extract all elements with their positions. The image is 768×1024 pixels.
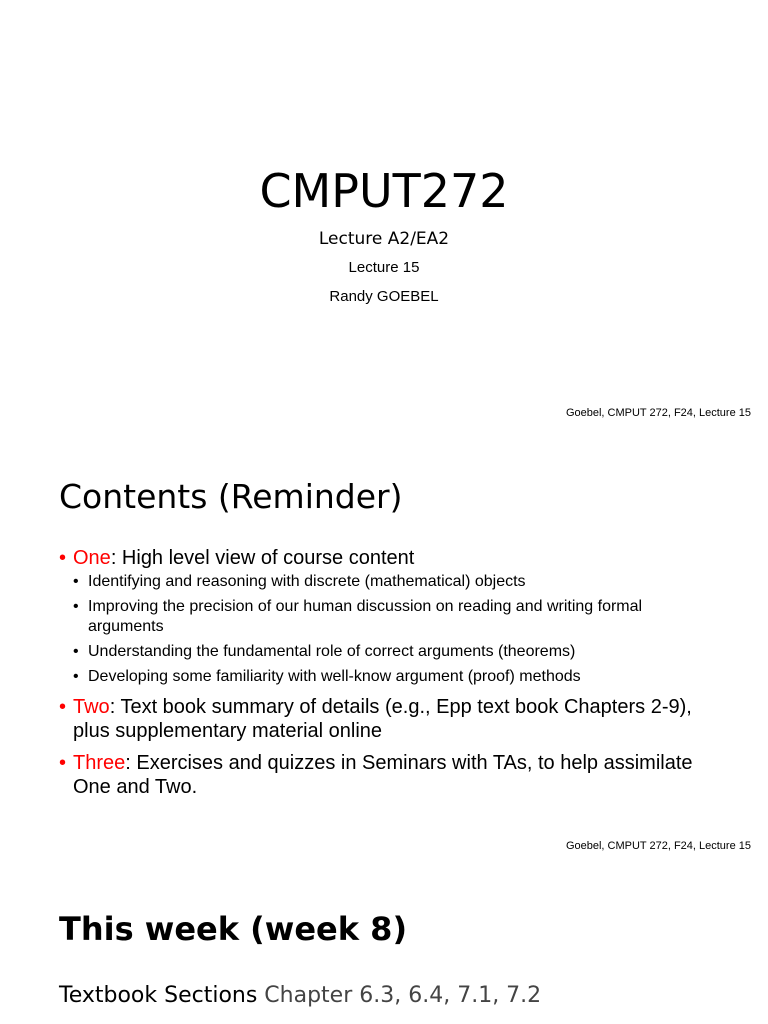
textbook-sections — [59, 982, 541, 1010]
bullet-item — [59, 546, 719, 687]
lecture-section: Lecture A2/EA2 — [318, 229, 450, 249]
sub-bullet-text: Identifying and reasoning with discrete (mathematical) objects — [88, 573, 526, 590]
bullet-text: : Exercises and quizzes in Seminars with TAs, to help assimilate One and Two. — [73, 752, 693, 798]
slide-footer: Goebel, CMPUT 272, F24, Lecture 15 — [565, 407, 751, 419]
bullet-icon: • — [59, 547, 67, 569]
lecture-number: Lecture 15 — [348, 259, 420, 276]
sub-bullet-text: Understanding the fundamental role of correct arguments (theorems) — [88, 643, 576, 660]
chapter-list: Chapter 6.3, 6.4, 7.1, 7.2 — [257, 983, 542, 1008]
author-name: Randy GOEBEL — [329, 288, 439, 305]
sub-bullet-item — [73, 642, 719, 662]
bullet-text: : High level view of course content — [110, 547, 415, 569]
bullet-keyword: One — [73, 547, 111, 569]
bullet-icon: • — [59, 696, 67, 718]
bullet-icon: • — [73, 643, 79, 660]
bullet-icon: • — [73, 573, 79, 590]
sub-bullet-text: Improving the precision of our human discussion on reading and writing formal arguments — [88, 598, 643, 635]
bullet-text: : Text book summary of details (e.g., Epp text book Chapters 2-9), plus supplementary material online — [73, 696, 692, 742]
sub-bullet-item — [73, 597, 719, 637]
sub-bullet-list — [73, 572, 719, 687]
course-title: CMPUT272 — [259, 164, 509, 218]
bullet-list — [59, 546, 719, 807]
title-slide — [0, 0, 768, 432]
bullet-item — [59, 751, 719, 799]
bullet-keyword: Three — [73, 752, 126, 774]
week-slide — [0, 864, 768, 1024]
slide-footer: Goebel, CMPUT 272, F24, Lecture 15 — [565, 840, 751, 852]
textbook-label: Textbook Sections — [59, 983, 258, 1008]
bullet-icon: • — [73, 598, 79, 615]
sub-bullet-item — [73, 572, 719, 592]
sub-bullet-item — [73, 667, 719, 687]
bullet-icon: • — [73, 668, 79, 685]
bullet-item — [59, 695, 719, 743]
slide-title: Contents (Reminder) — [59, 477, 403, 516]
slide-title: This week (week 8) — [59, 910, 408, 948]
sub-bullet-text: Developing some familiarity with well-know argument (proof) methods — [88, 668, 581, 685]
contents-slide — [0, 432, 768, 864]
bullet-keyword: Two — [73, 696, 110, 718]
bullet-icon: • — [59, 752, 67, 774]
